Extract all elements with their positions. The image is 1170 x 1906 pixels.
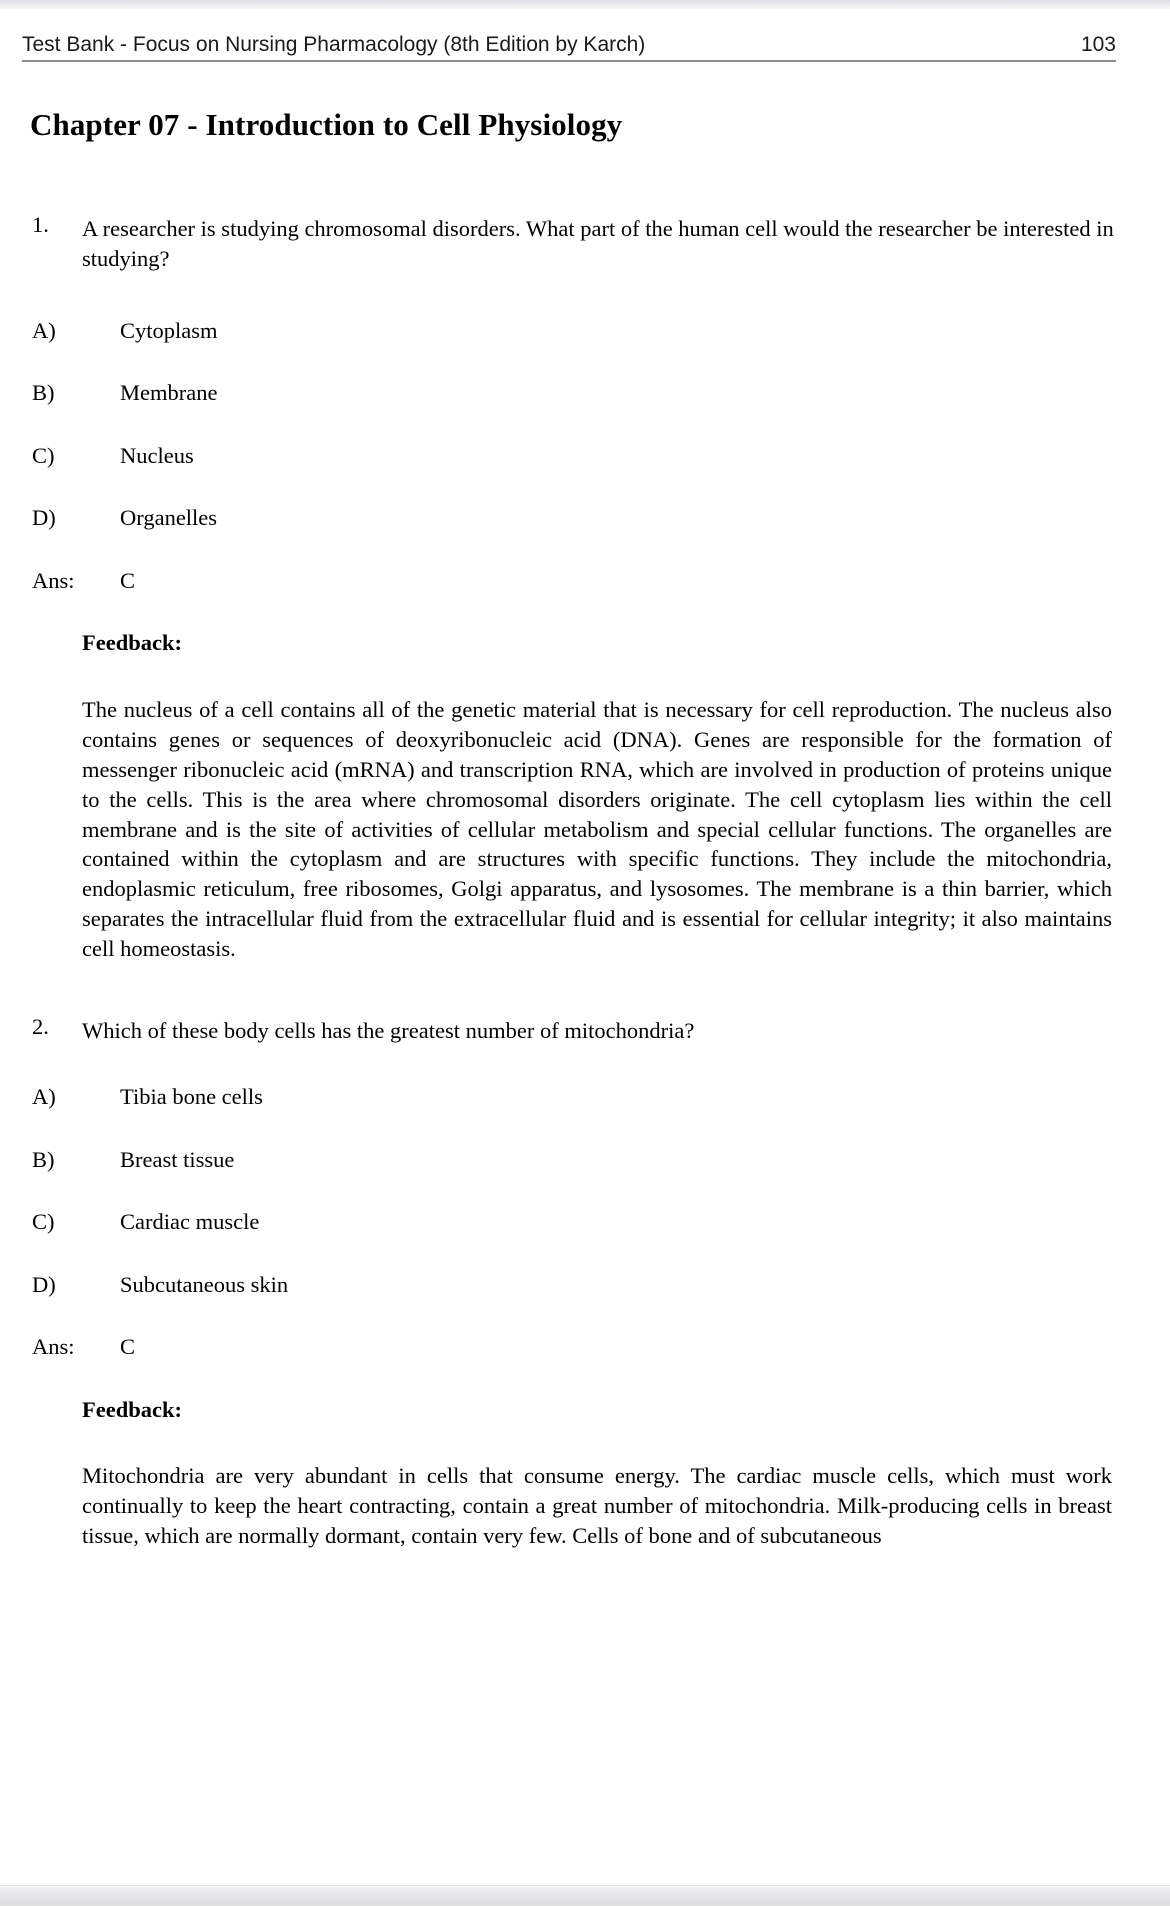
option-row-a[interactable] (32, 1086, 1117, 1109)
option-letter: D) (32, 505, 56, 531)
option-letter: A) (32, 317, 56, 343)
option-text: Nucleus (120, 442, 194, 468)
option-letter: B) (32, 380, 55, 406)
question-item (32, 214, 1117, 274)
option-row-b[interactable] (32, 382, 1117, 405)
question-stem: Which of these body cells has the greatest number of mitochondria? (82, 1018, 695, 1044)
question-stem: A researcher is studying chromosomal disorders. What part of the human cell would the researcher be interested in studying? (82, 216, 1114, 271)
question-number: 2. (32, 1014, 49, 1040)
feedback-label: Feedback: (82, 1396, 182, 1422)
answer-row (32, 1336, 1117, 1359)
option-row-a[interactable] (32, 317, 1117, 343)
option-row-d[interactable] (32, 1271, 1117, 1297)
option-letter: A) (32, 1084, 56, 1110)
option-letter: D) (32, 1271, 56, 1297)
question-number: 1. (32, 212, 49, 237)
question-item (32, 1016, 1117, 1046)
answer-value: C (120, 567, 136, 593)
option-text: Cardiac muscle (120, 1209, 260, 1235)
option-text: Membrane (120, 380, 218, 406)
option-text: Tibia bone cells (120, 1084, 263, 1110)
answer-label: Ans: (32, 1334, 75, 1360)
option-letter: B) (32, 1146, 55, 1172)
option-row-d[interactable] (32, 507, 1117, 530)
answer-label: Ans: (32, 567, 75, 593)
option-letter: C) (32, 1209, 55, 1235)
option-text: Organelles (120, 505, 218, 531)
option-row-c[interactable] (32, 1211, 1117, 1234)
answer-value: C (120, 1334, 136, 1360)
option-row-b[interactable] (32, 1146, 1117, 1172)
feedback-text: Mitochondria are very abundant in cells that consume energy. The cardiac muscle cells, which must work continually to keep the heart contracting, contain a great number of mitochondria. Milk-producing cells in breast tissue, which are normally dormant, contain very few. Cells of bone and of subcutaneous (82, 1463, 1112, 1548)
header-title: Test Bank - Focus on Nursing Pharmacology (8th Edition by Karch) (22, 33, 646, 56)
page-bottom-edge (0, 1885, 1170, 1906)
feedback-text: The nucleus of a cell contains all of the genetic material that is necessary for cell reproduction. The nucleus also contains genes or sequences of deoxyribonucleic acid (DNA). Genes are responsible for the formation of messenger ribonucleic acid (mRNA) and transcription RNA, which are involved in production of proteins unique to the cells. This is the area where chromosomal disorders originate. The cell cytoplasm lies within the cell membrane and is the site of activities of cellular metabolism and special cellular functions. The organelles are contained within the cytoplasm and are structures with specific functions. They include the mitochondria, endoplasmic reticulum, free ribosomes, Golgi apparatus, and lysosomes. The membrane is a thin barrier, which separates the intracellular fluid from the extracellular fluid and is essential for cellular integrity; it also maintains cell homeostasis. (82, 696, 1112, 962)
questions-container (0, 214, 1170, 1551)
option-row-c[interactable] (32, 442, 1117, 468)
page-content-area (0, 9, 1170, 1886)
document-running-header (22, 32, 1116, 62)
option-text: Breast tissue (120, 1146, 235, 1172)
answer-row (32, 567, 1117, 593)
chapter-title: Chapter 07 - Introduction to Cell Physiology (30, 107, 623, 142)
feedback-label: Feedback: (82, 630, 182, 656)
option-letter: C) (32, 442, 55, 468)
header-page-number: 103 (1080, 33, 1116, 56)
option-text: Cytoplasm (120, 317, 218, 343)
option-text: Subcutaneous skin (120, 1271, 289, 1297)
